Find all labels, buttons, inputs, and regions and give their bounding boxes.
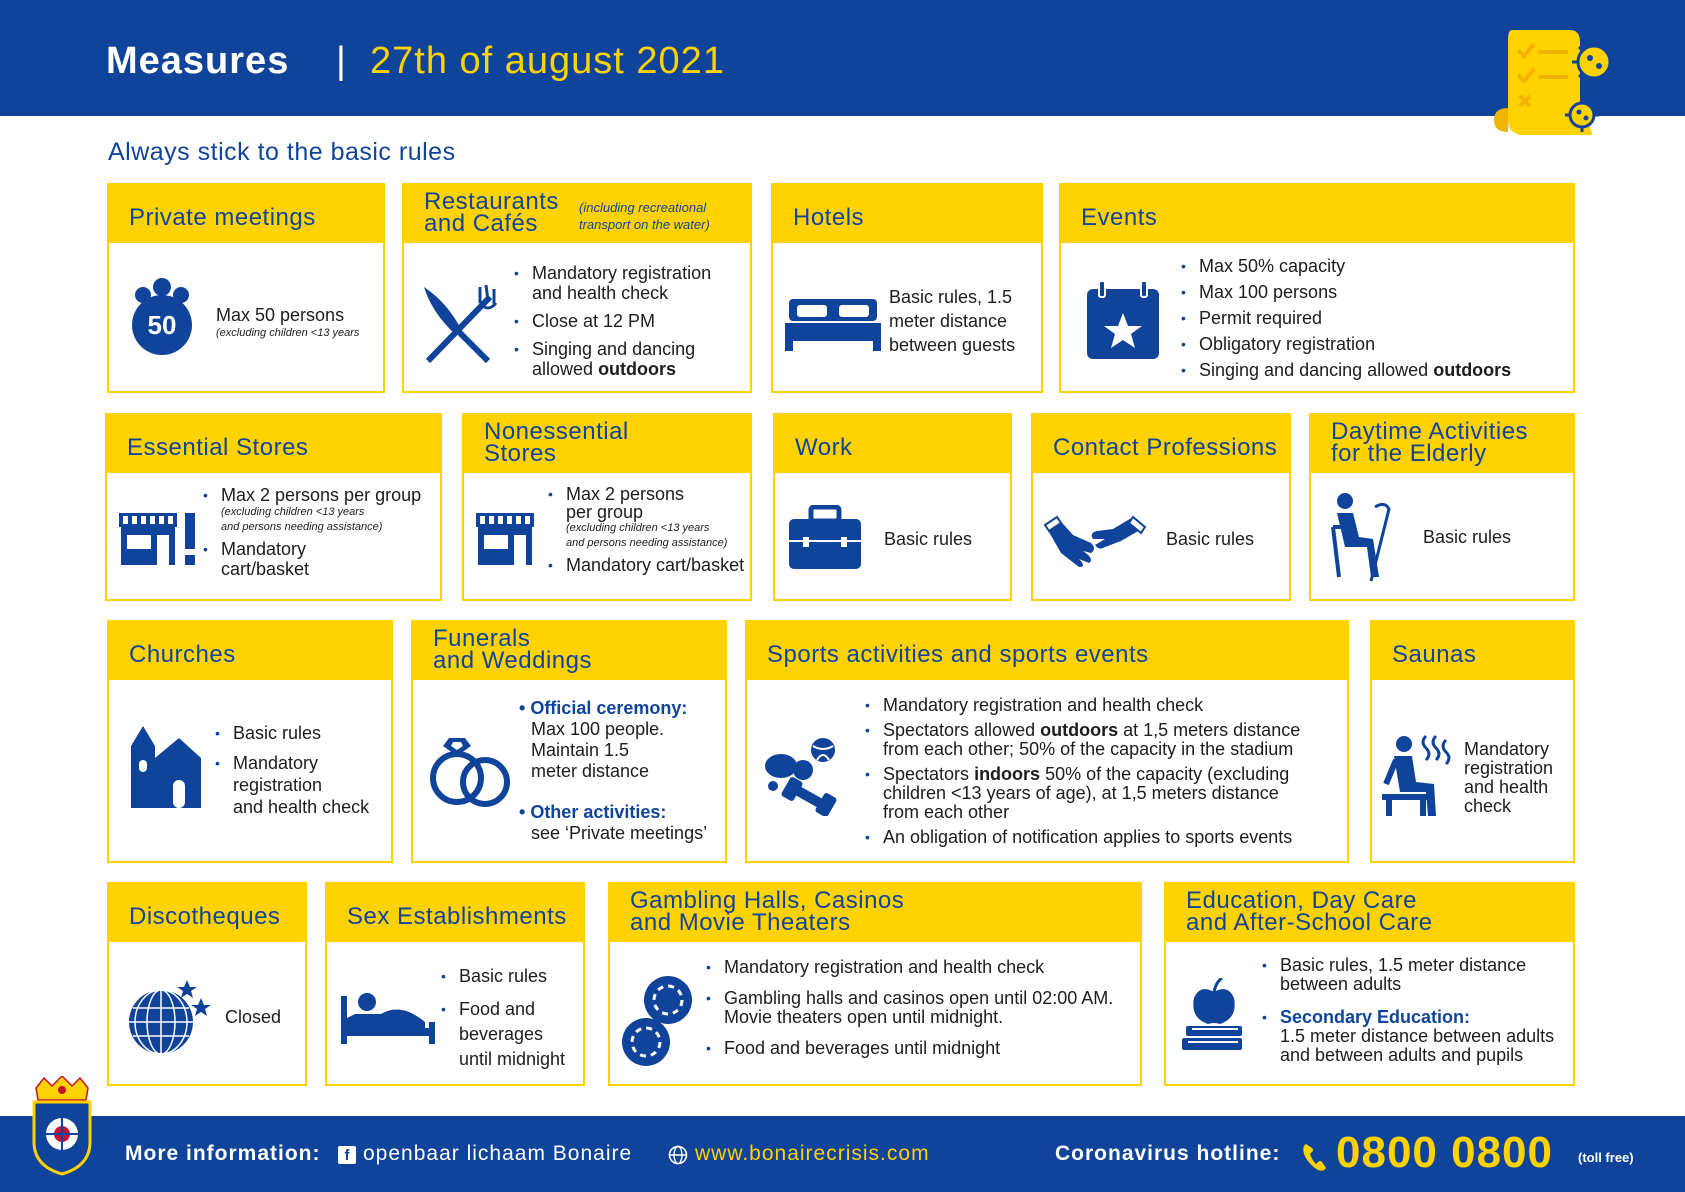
card-contact-professions: [1031, 413, 1291, 601]
card-header: [610, 884, 1140, 942]
card-text: Basic rules, 1.5 meter distance between guests: [889, 287, 1016, 355]
hotline-label: Coronavirus hotline:: [1055, 1142, 1281, 1165]
card-text: [519, 698, 724, 844]
card-header: [109, 622, 391, 680]
card-private-meetings: [107, 183, 385, 393]
card-text: Mandatory registration and health check: [1464, 739, 1554, 816]
list-item: • Max 2 persons per group (excluding children <13 years and persons needing assistance): [548, 485, 748, 551]
card-header: [327, 884, 583, 942]
card-title: Gambling Halls, Casinos and Movie Theaters: [630, 887, 905, 936]
church-icon: [129, 724, 203, 810]
list-item: • Gambling halls and casinos open until 02:00 AM. Movie theaters open until midnight.: [706, 989, 1136, 1027]
title-separator: |: [336, 40, 346, 82]
phone-icon: [1302, 1142, 1328, 1172]
card-note: (excluding children <13 years and persons needing assistance): [566, 522, 728, 549]
card-title: Restaurants and Cafés: [424, 188, 559, 237]
card-text: [216, 305, 359, 341]
handshake-icon: [1043, 513, 1147, 569]
card-header: [775, 415, 1010, 473]
hotline-number[interactable]: 0800 0800: [1336, 1128, 1553, 1177]
globe-icon: [668, 1145, 688, 1165]
wedding-rings-icon: [427, 734, 513, 810]
facebook-link[interactable]: openbaar lichaam Bonaire: [363, 1142, 633, 1165]
card-title: Churches: [129, 641, 236, 668]
toll-free-note: (toll free): [1578, 1150, 1634, 1165]
list-item: • Basic rules: [441, 964, 581, 989]
card-title: Events: [1081, 204, 1158, 231]
card-text: Basic rules: [884, 529, 973, 549]
list-item: • Other activities: see ‘Private meetings’: [519, 802, 708, 843]
person-in-bed-icon: [341, 988, 437, 1044]
card-header: [1166, 884, 1573, 942]
card-header: [404, 185, 750, 243]
card-list: [548, 485, 748, 583]
card-list: [1262, 956, 1567, 1073]
card-text: Basic rules: [1423, 527, 1512, 547]
list-item: • Mandatory registration and health check: [706, 958, 1136, 977]
card-header: [1061, 185, 1573, 243]
card-essential-stores: [105, 413, 442, 601]
card-funerals-weddings: [411, 620, 727, 863]
card-list: [215, 722, 390, 826]
card-education: [1164, 882, 1575, 1086]
card-text: Closed: [225, 1007, 282, 1027]
card-gambling: [608, 882, 1142, 1086]
card-title-note: (including recreational transport on the water): [579, 200, 710, 232]
card-header: [109, 884, 305, 942]
list-item: • Singing and dancing allowed outdoors: [1181, 361, 1561, 379]
card-header: [1372, 622, 1573, 680]
card-header: [413, 622, 725, 680]
list-item: • Obligatory registration: [1181, 335, 1561, 353]
card-elderly: [1309, 413, 1575, 601]
website-link[interactable]: www.bonairecrisis.com: [695, 1142, 930, 1165]
list-item: • Mandatory registration and health check: [215, 752, 390, 818]
card-discotheques: [107, 882, 307, 1086]
card-work: [773, 413, 1012, 601]
card-text-main: Max 50 persons: [216, 305, 345, 325]
list-item: • Mandatory cart/basket: [548, 555, 748, 575]
card-title: Essential Stores: [127, 434, 309, 461]
store-exclamation-icon: [117, 511, 203, 567]
card-text: Basic rules: [1166, 529, 1255, 549]
checklist-scroll-virus-icon: [1480, 20, 1630, 145]
facebook-icon[interactable]: f: [338, 1146, 356, 1164]
card-title: Work: [795, 434, 853, 461]
casino-chips-icon: [622, 972, 698, 1068]
list-item: • Permit required: [1181, 309, 1561, 327]
card-sports: [745, 620, 1349, 863]
card-churches: [107, 620, 393, 863]
elderly-person-icon: [1329, 493, 1393, 583]
list-item: • Basic rules, 1.5 meter distance between adults: [1262, 956, 1567, 994]
card-sex-establishments: [325, 882, 585, 1086]
subtitle: Always stick to the basic rules: [108, 138, 456, 166]
card-list: [441, 964, 581, 1080]
calendar-star-icon: [1085, 281, 1161, 361]
card-note: (excluding children <13 years and persons needing assistance): [221, 506, 383, 533]
briefcase-icon: [787, 505, 863, 571]
card-title: Sports activities and sports events: [767, 641, 1149, 668]
card-title: Daytime Activities for the Elderly: [1331, 418, 1529, 467]
list-item: • Singing and dancing allowed outdoors: [514, 339, 744, 379]
card-saunas: [1370, 620, 1575, 863]
card-title: Funerals and Weddings: [433, 625, 592, 674]
card-hotels: [771, 183, 1043, 393]
bed-icon: [785, 295, 881, 351]
page-date: 27th of august 2021: [370, 40, 725, 82]
list-item: • Official ceremony: Max 100 people. Maintain 1.5 meter distance: [519, 698, 688, 781]
list-item: • An obligation of notification applies to sports events: [865, 828, 1335, 847]
list-item: • Food and beverages until midnight: [706, 1039, 1136, 1058]
card-list: [865, 696, 1335, 855]
card-title: Discotheques: [129, 903, 281, 930]
more-info-label: More information:: [125, 1142, 321, 1165]
list-item: • Max 2 persons per group (excluding children <13 years and persons needing assistance): [203, 485, 438, 535]
list-item: • Mandatory cart/basket: [203, 539, 438, 579]
list-item: • Max 100 persons: [1181, 283, 1561, 301]
card-title: Private meetings: [129, 204, 316, 231]
apple-books-icon: [1182, 978, 1246, 1054]
card-header: [1311, 415, 1573, 473]
card-title: Nonessential Stores: [484, 418, 629, 467]
card-nonessential-stores: [462, 413, 752, 601]
svg-text:50: 50: [147, 310, 177, 340]
card-header: [1033, 415, 1289, 473]
list-item: • Mandatory registration and health check: [514, 263, 744, 303]
card-header: [464, 415, 750, 473]
sauna-person-icon: [1382, 734, 1452, 818]
knife-fork-icon: [418, 283, 498, 363]
card-header: [107, 415, 440, 473]
people-50-icon: [127, 275, 197, 355]
card-list: [1181, 257, 1561, 387]
card-title: Hotels: [793, 204, 865, 231]
sports-balls-dumbbell-icon: [763, 736, 843, 816]
list-item: • Spectators allowed outdoors at 1,5 meters distance from each other; 50% of the capacity in the stadium: [865, 721, 1335, 759]
disco-ball-icon: [125, 978, 215, 1058]
card-events: [1059, 183, 1575, 393]
page-title: Measures: [106, 40, 290, 82]
card-title: Sex Establishments: [347, 903, 567, 930]
card-list: [514, 263, 744, 387]
card-title: Education, Day Care and After-School Care: [1186, 887, 1433, 936]
card-list: [203, 485, 438, 587]
card-note: (excluding children <13 years: [216, 327, 360, 339]
card-header: [109, 185, 383, 243]
list-item: • Basic rules: [215, 722, 390, 744]
store-icon: [474, 511, 536, 567]
list-item: • Max 50% capacity: [1181, 257, 1561, 275]
list-item: • Close at 12 PM: [514, 311, 744, 331]
list-item: • Secondary Education: 1.5 meter distance between adults and between adults and pupils: [1262, 1008, 1567, 1065]
bonaire-crest-icon: [26, 1076, 98, 1176]
list-item: • Food and beverages until midnight: [441, 997, 581, 1072]
list-item: • Mandatory registration and health check: [865, 696, 1335, 715]
list-item: • Spectators indoors 50% of the capacity (excluding children <13 years of age), at 1,5 meters distance from each other: [865, 765, 1335, 822]
card-restaurants: [402, 183, 752, 393]
card-list: [706, 958, 1136, 1066]
card-header: [747, 622, 1347, 680]
card-title: Contact Professions: [1053, 434, 1278, 461]
card-header: [773, 185, 1041, 243]
card-title: Saunas: [1392, 641, 1477, 668]
